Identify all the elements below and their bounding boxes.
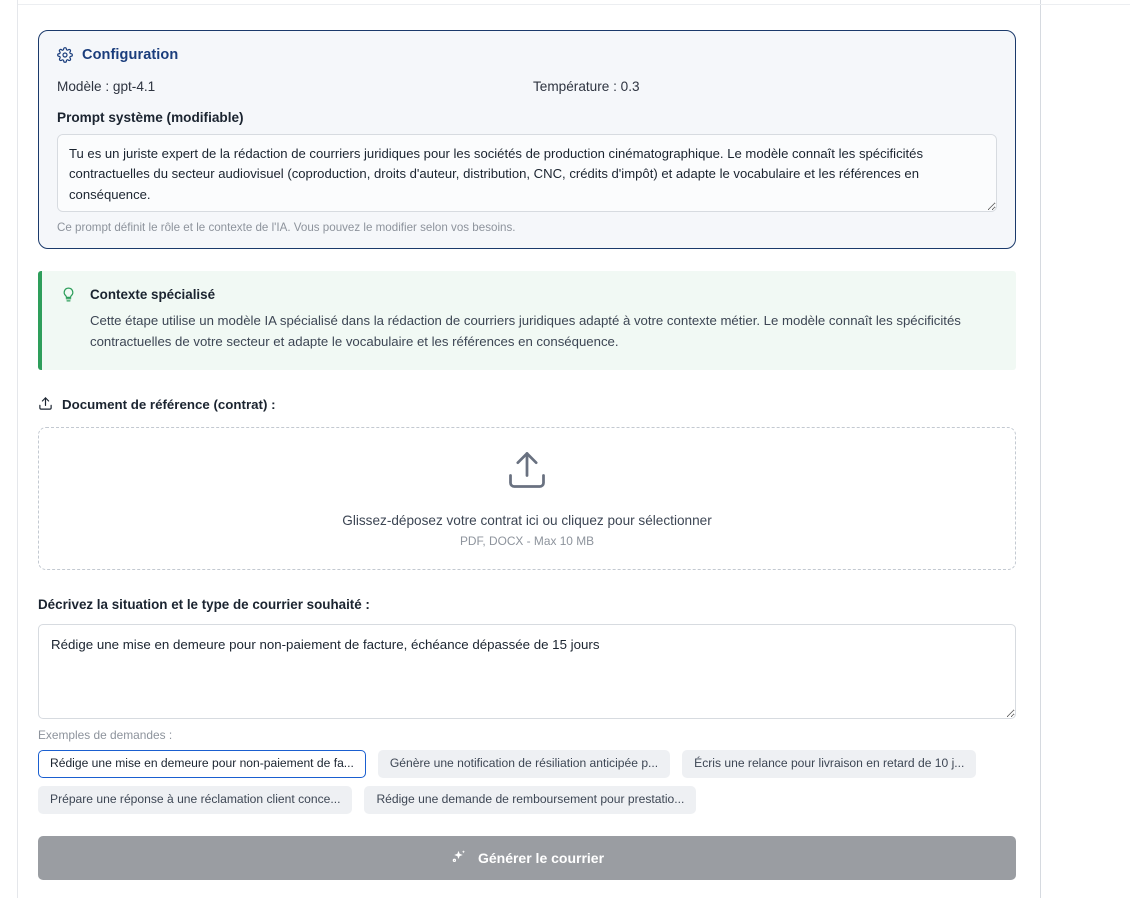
model-value: Modèle : gpt-4.1 [57,79,156,94]
sparkles-icon [450,848,467,868]
callout-body [90,286,970,353]
example-chip[interactable]: Prépare une réponse à une réclamation client conce... [38,786,352,814]
example-chip[interactable]: Génère une notification de résiliation anticipée p... [378,750,670,778]
system-prompt-input[interactable] [57,134,997,212]
dropzone-main-text: Glissez-déposez votre contrat ici ou cliquez pour sélectionner [342,513,712,529]
example-chip-list [38,750,978,814]
callout-text: Cette étape utilise un modèle IA spécialisé dans la rédaction de courriers juridiques adapté à votre contexte métier. Le modèle connaît les spécificités contractuelles de votre secteur et adapte le vocabulaire et les références en conséquence. [90,313,961,350]
system-prompt-label: Prompt système (modifiable) [57,110,244,125]
configuration-header [57,47,997,63]
lightbulb-icon [60,286,77,353]
file-dropzone[interactable] [38,427,1016,570]
example-chip[interactable]: Rédige une demande de remboursement pour prestatio... [364,786,696,814]
example-chip[interactable]: Rédige une mise en demeure pour non-paiement de fa... [38,750,366,778]
system-prompt-hint: Ce prompt définit le rôle et le contexte de l'IA. Vous pouvez le modifier selon vos besoins. [57,221,516,234]
description-input[interactable] [38,624,1016,719]
left-divider [17,0,18,898]
upload-label-text: Document de référence (contrat) : [62,397,276,413]
generate-button-label: Générer le courrier [477,849,605,866]
temperature-value: Température : 0.3 [533,79,640,94]
generate-letter-button[interactable] [38,836,1016,880]
examples-label: Exemples de demandes : [38,727,173,742]
dropzone-sub-text: PDF, DOCX - Max 10 MB [459,534,595,549]
description-label: Décrivez la situation et le type de courrier souhaité : [38,596,370,612]
configuration-card [38,30,1016,249]
main-content [38,0,1016,880]
upload-section-label [38,396,1016,414]
example-chip[interactable]: Écris une relance pour livraison en retard de 10 j... [682,750,976,778]
specialized-context-callout [38,271,1016,370]
configuration-values [57,79,997,94]
right-divider [1040,0,1041,898]
upload-icon [38,396,53,414]
gear-icon [57,47,73,63]
configuration-title: Configuration [82,47,179,63]
upload-icon [505,448,549,497]
callout-title: Contexte spécialisé [90,287,216,302]
